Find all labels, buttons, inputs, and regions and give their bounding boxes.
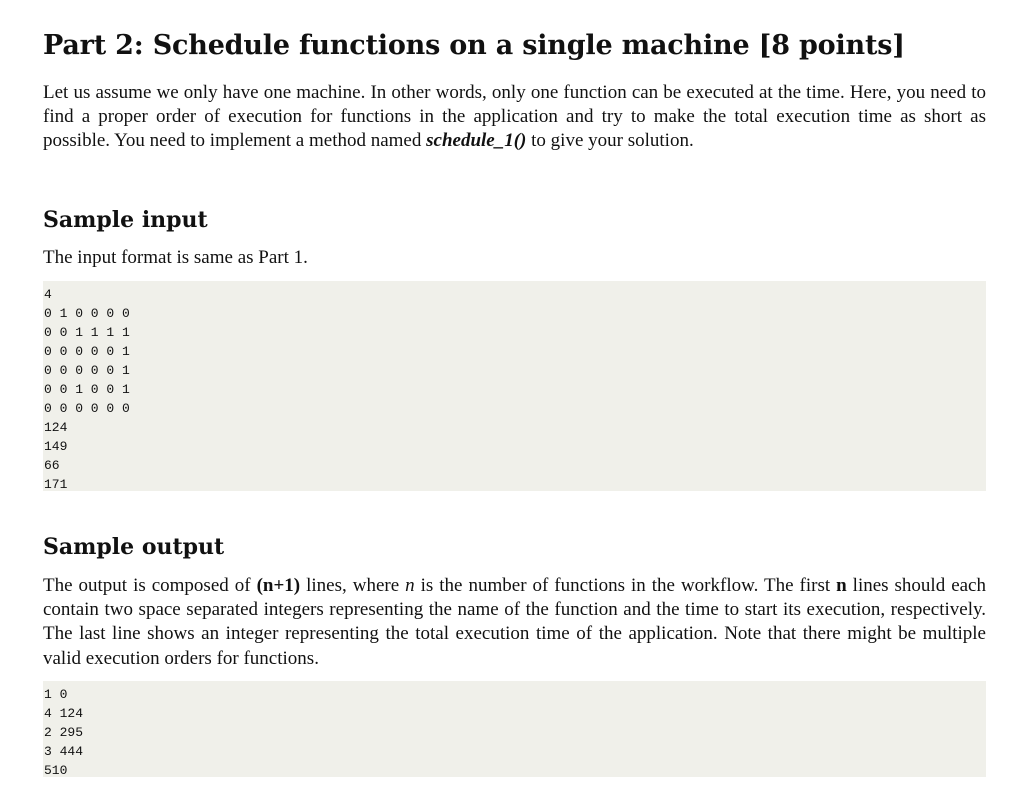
code-line: 0 0 1 1 1 1 xyxy=(44,325,130,340)
output-desc-part: is the number of functions in the workflow. The first xyxy=(414,575,837,596)
code-line: 0 0 0 0 0 1 xyxy=(44,344,130,359)
code-line: 510 xyxy=(44,763,68,778)
output-desc-bold: (n+1) xyxy=(256,575,301,596)
code-line: 124 xyxy=(44,420,68,435)
code-line: 4 124 xyxy=(44,706,84,721)
intro-text-before: Let us assume we only have one machine. In other words, only one function can be executed at the time. Here, you need to find a proper order of execution for functions in the application and try to make the total execution time as short as possible. You need to implement a method named xyxy=(43,82,986,152)
sample-input-code-block xyxy=(43,281,986,491)
output-desc-math: n xyxy=(405,575,415,596)
sample-input-heading: Sample input xyxy=(43,207,208,233)
code-line: 3 444 xyxy=(44,744,84,759)
output-desc-bold: n xyxy=(836,575,847,596)
sample-input-description: The input format is same as Part 1. xyxy=(43,247,308,268)
code-line: 0 0 0 0 0 0 xyxy=(44,401,130,416)
method-name: schedule_1() xyxy=(426,130,527,152)
intro-paragraph xyxy=(43,81,986,154)
code-line: 66 xyxy=(44,458,60,473)
sample-output-description xyxy=(43,574,986,671)
section-title: Part 2: Schedule functions on a single machine [8 points] xyxy=(43,30,905,61)
sample-output-heading: Sample output xyxy=(43,534,225,560)
code-line: 1 0 xyxy=(44,687,68,702)
code-line: 4 xyxy=(44,287,52,302)
code-line: 2 295 xyxy=(44,725,84,740)
code-line: 0 0 1 0 0 1 xyxy=(44,382,130,397)
code-line: 0 1 0 0 0 0 xyxy=(44,306,130,321)
output-desc-part: The output is composed of xyxy=(43,575,257,596)
output-desc-part: lines, where xyxy=(300,575,406,596)
sample-output-code-block xyxy=(43,681,986,777)
code-line: 171 xyxy=(44,477,68,492)
output-desc-part: lines should each contain two space separated integers representing the name of the function and the time to start its execution, respectively. The last line shows an integer representing the total execution time of the application. Note that there might be multiple valid execution orders for functions. xyxy=(43,575,986,669)
code-line: 0 0 0 0 0 1 xyxy=(44,363,130,378)
code-line: 149 xyxy=(44,439,68,454)
intro-text-after: to give your solution. xyxy=(526,130,694,152)
